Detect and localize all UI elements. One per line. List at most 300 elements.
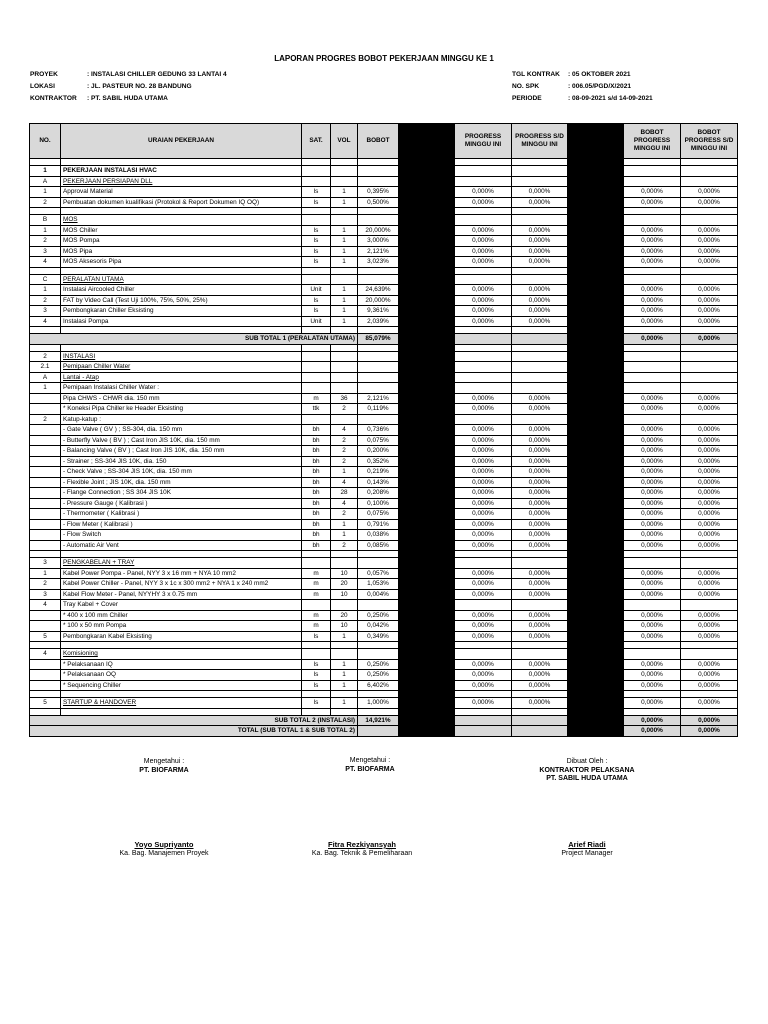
cell-uraian: - Flow Switch bbox=[61, 530, 302, 541]
cell-vol: 1 bbox=[331, 246, 358, 257]
table-row bbox=[30, 540, 738, 551]
cell-bobot-progress-minggu-ini: 0,000% bbox=[624, 509, 681, 520]
cell-bobot: 3,023% bbox=[358, 257, 399, 268]
table-row bbox=[30, 414, 738, 425]
cell-progress-minggu-ini: 0,000% bbox=[455, 257, 512, 268]
cell-progress-minggu-ini: 0,000% bbox=[455, 456, 512, 467]
redacted-cell bbox=[399, 372, 455, 383]
cell-progress-minggu-ini bbox=[455, 166, 512, 177]
cell-progress-sd-minggu-ini: 0,000% bbox=[512, 257, 568, 268]
cell-progress-minggu-ini bbox=[455, 334, 512, 345]
cell-vol: 36 bbox=[331, 393, 358, 404]
cell-no: 5 bbox=[30, 698, 61, 709]
cell-bobot-progress-sd-minggu-ini bbox=[681, 600, 738, 611]
table-row bbox=[30, 351, 738, 362]
header-sat: SAT. bbox=[302, 124, 331, 159]
cell-progress-minggu-ini: 0,000% bbox=[455, 246, 512, 257]
cell-sat: bh bbox=[302, 425, 331, 436]
redacted-cell bbox=[568, 477, 624, 488]
cell-progress-minggu-ini: 0,000% bbox=[455, 589, 512, 600]
cell-progress-sd-minggu-ini: 0,000% bbox=[512, 456, 568, 467]
cell-bobot-progress-minggu-ini: 0,000% bbox=[624, 306, 681, 317]
cell-bobot-progress-sd-minggu-ini: 0,000% bbox=[681, 579, 738, 590]
table-row bbox=[30, 698, 738, 709]
cell-no bbox=[30, 446, 61, 457]
cell-bobot bbox=[358, 600, 399, 611]
table-row bbox=[30, 166, 738, 177]
cell-no: 1 bbox=[30, 383, 61, 394]
cell-vol: 20 bbox=[331, 579, 358, 590]
cell-progress-sd-minggu-ini bbox=[512, 372, 568, 383]
cell-uraian: FAT by Video Call (Test Uji 100%, 75%, 50%, 25%) bbox=[61, 295, 302, 306]
redacted-cell bbox=[399, 208, 455, 215]
cell-progress-minggu-ini bbox=[455, 351, 512, 362]
cell-progress-sd-minggu-ini: 0,000% bbox=[512, 568, 568, 579]
redacted-cell bbox=[568, 246, 624, 257]
cell-vol: 1 bbox=[331, 316, 358, 327]
empty-cell bbox=[681, 208, 738, 215]
header-bobot: BOBOT bbox=[358, 124, 399, 159]
empty-cell bbox=[61, 327, 302, 334]
cell-bobot: 2,121% bbox=[358, 393, 399, 404]
cell-no: 4 bbox=[30, 600, 61, 611]
cell-progress-minggu-ini: 0,000% bbox=[455, 187, 512, 198]
redacted-cell bbox=[399, 600, 455, 611]
cell-progress-minggu-ini: 0,000% bbox=[455, 425, 512, 436]
header-bobot-progress-minggu-ini: BOBOT PROGRESS MINGGU INI bbox=[624, 124, 681, 159]
cell-bobot bbox=[358, 383, 399, 394]
cell-no: 1 bbox=[30, 285, 61, 296]
cell-bobot-progress-minggu-ini bbox=[624, 274, 681, 285]
spacer-row bbox=[30, 159, 738, 166]
cell-no bbox=[30, 477, 61, 488]
signer-name: Fitra Rezkiyansyah bbox=[328, 840, 396, 849]
table-row bbox=[30, 435, 738, 446]
redacted-cell bbox=[399, 691, 455, 698]
cell-bobot: 0,075% bbox=[358, 509, 399, 520]
redacted-cell bbox=[568, 383, 624, 394]
cell-vol bbox=[331, 166, 358, 177]
cell-bobot-progress-minggu-ini: 0,000% bbox=[624, 568, 681, 579]
cell-bobot-progress-minggu-ini bbox=[624, 558, 681, 569]
redacted-cell bbox=[568, 568, 624, 579]
cell-progress-sd-minggu-ini bbox=[512, 414, 568, 425]
cell-progress-minggu-ini bbox=[455, 558, 512, 569]
cell-progress-sd-minggu-ini: 0,000% bbox=[512, 610, 568, 621]
cell-sat bbox=[302, 176, 331, 187]
cell-bobot-progress-sd-minggu-ini: 0,000% bbox=[681, 404, 738, 415]
table-row bbox=[30, 372, 738, 383]
cell-progress-sd-minggu-ini: 0,000% bbox=[512, 446, 568, 457]
cell-no bbox=[30, 456, 61, 467]
empty-cell bbox=[30, 208, 61, 215]
cell-bobot: 0,791% bbox=[358, 519, 399, 530]
signature-name-block-3 bbox=[487, 841, 687, 858]
cell-sat: ls bbox=[302, 236, 331, 247]
empty-cell bbox=[512, 159, 568, 166]
redacted-cell bbox=[568, 435, 624, 446]
cell-bobot: 0,500% bbox=[358, 197, 399, 208]
cell-uraian: - Flange Connection ; SS 304 JIS 10K bbox=[61, 488, 302, 499]
empty-cell bbox=[302, 708, 331, 715]
report-title: LAPORAN PROGRES BOBOT PEKERJAAN MINGGU KE 1 bbox=[274, 54, 494, 63]
cell-bobot-progress-sd-minggu-ini: 0,000% bbox=[681, 610, 738, 621]
cell-no: 1 bbox=[30, 166, 61, 177]
cell-progress-minggu-ini bbox=[455, 274, 512, 285]
cell-bobot bbox=[358, 414, 399, 425]
empty-cell bbox=[358, 642, 399, 649]
empty-cell bbox=[302, 691, 331, 698]
redacted-cell bbox=[399, 306, 455, 317]
cell-bobot-progress-minggu-ini: 0,000% bbox=[624, 187, 681, 198]
cell-bobot-progress-minggu-ini: 0,000% bbox=[624, 456, 681, 467]
cell-uraian: MOS bbox=[61, 215, 302, 226]
cell-progress-sd-minggu-ini bbox=[512, 334, 568, 345]
cell-sat: bh bbox=[302, 509, 331, 520]
cell-vol: 10 bbox=[331, 568, 358, 579]
cell-progress-minggu-ini: 0,000% bbox=[455, 225, 512, 236]
table-row bbox=[30, 425, 738, 436]
cell-bobot-progress-sd-minggu-ini: 0,000% bbox=[681, 621, 738, 632]
redacted-cell bbox=[568, 726, 624, 737]
empty-cell bbox=[358, 267, 399, 274]
redacted-cell bbox=[399, 351, 455, 362]
cell-progress-minggu-ini bbox=[455, 649, 512, 660]
cell-progress-sd-minggu-ini bbox=[512, 176, 568, 187]
redacted-cell bbox=[568, 404, 624, 415]
redacted-cell bbox=[399, 715, 455, 726]
redacted-cell bbox=[399, 176, 455, 187]
cell-bobot-progress-minggu-ini: 0,000% bbox=[624, 225, 681, 236]
cell-vol bbox=[331, 558, 358, 569]
empty-cell bbox=[358, 551, 399, 558]
cell-uraian: - Butterfly Valve ( BV ) ; Cast Iron JIS 10K, dia. 150 mm bbox=[61, 435, 302, 446]
redacted-cell bbox=[568, 372, 624, 383]
cell-vol bbox=[331, 274, 358, 285]
cell-vol: 4 bbox=[331, 477, 358, 488]
redacted-cell bbox=[399, 579, 455, 590]
empty-cell bbox=[455, 208, 512, 215]
cell-vol: 1 bbox=[331, 257, 358, 268]
table-row bbox=[30, 579, 738, 590]
cell-no: 4 bbox=[30, 316, 61, 327]
redacted-cell bbox=[399, 159, 455, 166]
cell-vol: 20 bbox=[331, 610, 358, 621]
redacted-cell bbox=[568, 197, 624, 208]
cell-bobot: 1,000% bbox=[358, 698, 399, 709]
cell-bobot-progress-minggu-ini: 0,000% bbox=[624, 285, 681, 296]
cell-uraian: Kabel Flow Meter - Panel, NYYHY 3 x 0.75 mm bbox=[61, 589, 302, 600]
cell-no: 2 bbox=[30, 579, 61, 590]
redacted-cell bbox=[399, 257, 455, 268]
redacted-cell bbox=[568, 600, 624, 611]
cell-bobot bbox=[358, 726, 399, 737]
empty-cell bbox=[358, 208, 399, 215]
cell-bobot: 0,352% bbox=[358, 456, 399, 467]
cell-bobot-progress-minggu-ini: 0,000% bbox=[624, 488, 681, 499]
cell-uraian: MOS Pompa bbox=[61, 236, 302, 247]
cell-progress-minggu-ini: 0,000% bbox=[455, 519, 512, 530]
cell-sat: ttk bbox=[302, 404, 331, 415]
cell-no bbox=[30, 393, 61, 404]
cell-uraian: - Pressure Gauge ( Kalibrasi ) bbox=[61, 498, 302, 509]
cell-bobot: 0,085% bbox=[358, 540, 399, 551]
cell-sat: ls bbox=[302, 187, 331, 198]
cell-vol bbox=[331, 414, 358, 425]
table-row bbox=[30, 285, 738, 296]
cell-bobot-progress-minggu-ini: 0,000% bbox=[624, 621, 681, 632]
cell-bobot-progress-sd-minggu-ini: 0,000% bbox=[681, 187, 738, 198]
cell-bobot: 20,000% bbox=[358, 225, 399, 236]
redacted-cell bbox=[568, 456, 624, 467]
redacted-cell bbox=[568, 187, 624, 198]
empty-cell bbox=[30, 691, 61, 698]
cell-progress-sd-minggu-ini bbox=[512, 558, 568, 569]
redacted-cell bbox=[568, 295, 624, 306]
cell-sat: ls bbox=[302, 225, 331, 236]
cell-bobot-progress-sd-minggu-ini: 0,000% bbox=[681, 285, 738, 296]
table-row bbox=[30, 446, 738, 457]
empty-cell bbox=[61, 208, 302, 215]
cell-bobot bbox=[358, 558, 399, 569]
redacted-cell bbox=[568, 519, 624, 530]
cell-uraian: - Flow Meter ( Kalibrasi ) bbox=[61, 519, 302, 530]
cell-uraian: - Automatic Air Vent bbox=[61, 540, 302, 551]
cell-vol: 1 bbox=[331, 680, 358, 691]
cell-progress-sd-minggu-ini: 0,000% bbox=[512, 404, 568, 415]
cell-bobot: 6,402% bbox=[358, 680, 399, 691]
cell-uraian: - Strainer ; SS-304 JIS 10K, dia. 150 bbox=[61, 456, 302, 467]
signature-block-1: Mengetahui : PT. BIOFARMA bbox=[139, 758, 189, 774]
redacted-cell bbox=[568, 446, 624, 457]
redacted-cell bbox=[568, 257, 624, 268]
cell-bobot-progress-sd-minggu-ini: 0,000% bbox=[681, 488, 738, 499]
empty-cell bbox=[302, 327, 331, 334]
empty-cell bbox=[512, 551, 568, 558]
redacted-cell bbox=[399, 477, 455, 488]
cell-bobot: 14,921% bbox=[358, 715, 399, 726]
cell-progress-sd-minggu-ini: 0,000% bbox=[512, 435, 568, 446]
cell-sat: bh bbox=[302, 540, 331, 551]
redacted-cell bbox=[399, 225, 455, 236]
cell-progress-sd-minggu-ini: 0,000% bbox=[512, 225, 568, 236]
empty-cell bbox=[681, 691, 738, 698]
table-row bbox=[30, 246, 738, 257]
cell-bobot: 20,000% bbox=[358, 295, 399, 306]
cell-bobot-progress-sd-minggu-ini bbox=[681, 558, 738, 569]
empty-cell bbox=[681, 327, 738, 334]
signer-name: Yoyo Supriyanto bbox=[134, 840, 194, 849]
empty-cell bbox=[61, 159, 302, 166]
cell-no bbox=[30, 435, 61, 446]
table-row bbox=[30, 393, 738, 404]
cell-vol: 1 bbox=[331, 698, 358, 709]
redacted-cell bbox=[399, 509, 455, 520]
cell-vol: 2 bbox=[331, 446, 358, 457]
cell-bobot-progress-sd-minggu-ini bbox=[681, 166, 738, 177]
empty-cell bbox=[302, 551, 331, 558]
redacted-cell bbox=[399, 610, 455, 621]
cell-sat bbox=[302, 600, 331, 611]
cell-sat bbox=[302, 351, 331, 362]
cell-uraian: - Flexible Joint ; JIS 10K, dia. 150 mm bbox=[61, 477, 302, 488]
cell-bobot-progress-minggu-ini: 0,000% bbox=[624, 530, 681, 541]
cell-bobot-progress-sd-minggu-ini: 0,000% bbox=[681, 659, 738, 670]
empty-cell bbox=[512, 691, 568, 698]
cell-bobot: 1,053% bbox=[358, 579, 399, 590]
cell-progress-sd-minggu-ini bbox=[512, 649, 568, 660]
header-redacted-2 bbox=[568, 124, 624, 159]
cell-vol bbox=[331, 176, 358, 187]
cell-progress-minggu-ini bbox=[455, 176, 512, 187]
table-row bbox=[30, 257, 738, 268]
table-row bbox=[30, 519, 738, 530]
cell-no: 3 bbox=[30, 306, 61, 317]
cell-bobot-progress-minggu-ini: 0,000% bbox=[624, 446, 681, 457]
cell-bobot-progress-minggu-ini: 0,000% bbox=[624, 670, 681, 681]
redacted-cell bbox=[568, 306, 624, 317]
empty-cell bbox=[512, 267, 568, 274]
redacted-cell bbox=[568, 691, 624, 698]
redacted-cell bbox=[568, 362, 624, 373]
empty-cell bbox=[30, 267, 61, 274]
cell-bobot-progress-minggu-ini: 0,000% bbox=[624, 698, 681, 709]
redacted-cell bbox=[568, 334, 624, 345]
empty-cell bbox=[331, 551, 358, 558]
signer-name: Arief Riadi bbox=[568, 840, 606, 849]
cell-uraian: - Check Valve ; SS-304 JIS 10K, dia. 150 mm bbox=[61, 467, 302, 478]
redacted-cell bbox=[399, 621, 455, 632]
cell-progress-minggu-ini bbox=[455, 414, 512, 425]
redacted-cell bbox=[399, 197, 455, 208]
table-row bbox=[30, 680, 738, 691]
empty-cell bbox=[61, 267, 302, 274]
cell-bobot-progress-sd-minggu-ini: 0,000% bbox=[681, 236, 738, 247]
cell-sat: m bbox=[302, 568, 331, 579]
cell-sat: m bbox=[302, 579, 331, 590]
empty-cell bbox=[455, 267, 512, 274]
cell-vol bbox=[331, 372, 358, 383]
empty-cell bbox=[455, 708, 512, 715]
cell-bobot-progress-minggu-ini: 0,000% bbox=[624, 393, 681, 404]
table-row bbox=[30, 274, 738, 285]
cell-no: 2 bbox=[30, 236, 61, 247]
table-row bbox=[30, 225, 738, 236]
cell-progress-minggu-ini: 0,000% bbox=[455, 316, 512, 327]
cell-bobot-progress-sd-minggu-ini: 0,000% bbox=[681, 197, 738, 208]
cell-bobot-progress-minggu-ini: 0,000% bbox=[624, 631, 681, 642]
cell-progress-minggu-ini: 0,000% bbox=[455, 498, 512, 509]
cell-bobot-progress-minggu-ini: 0,000% bbox=[624, 477, 681, 488]
redacted-cell bbox=[399, 274, 455, 285]
cell-sat: bh bbox=[302, 519, 331, 530]
cell-bobot bbox=[358, 649, 399, 660]
cell-bobot-progress-sd-minggu-ini: 0,000% bbox=[681, 530, 738, 541]
cell-progress-minggu-ini: 0,000% bbox=[455, 477, 512, 488]
cell-bobot-progress-minggu-ini: 0,000% bbox=[624, 579, 681, 590]
empty-cell bbox=[30, 642, 61, 649]
cell-bobot-progress-minggu-ini bbox=[624, 351, 681, 362]
total-label: SUB TOTAL 2 (INSTALASI) bbox=[30, 715, 358, 726]
redacted-cell bbox=[568, 344, 624, 351]
redacted-cell bbox=[399, 631, 455, 642]
info-row-no-spk: NO. SPK : 006.05/PGD/X/2021 bbox=[512, 83, 632, 90]
cell-vol: 1 bbox=[331, 530, 358, 541]
cell-no bbox=[30, 530, 61, 541]
table-row bbox=[30, 404, 738, 415]
cell-no bbox=[30, 509, 61, 520]
cell-bobot-progress-minggu-ini bbox=[624, 414, 681, 425]
redacted-cell bbox=[399, 558, 455, 569]
redacted-cell bbox=[568, 215, 624, 226]
empty-cell bbox=[681, 159, 738, 166]
empty-cell bbox=[455, 551, 512, 558]
table-header-row bbox=[30, 124, 738, 159]
cell-bobot-progress-sd-minggu-ini: 0,000% bbox=[681, 446, 738, 457]
info-row-proyek: PROYEK : INSTALASI CHILLER GEDUNG 33 LANTAI 4 bbox=[30, 71, 227, 78]
cell-sat: m bbox=[302, 393, 331, 404]
empty-cell bbox=[624, 691, 681, 698]
cell-bobot: 0,119% bbox=[358, 404, 399, 415]
header-progress-sd-minggu-ini: PROGRESS S/D MINGGU INI bbox=[512, 124, 568, 159]
cell-no bbox=[30, 488, 61, 499]
cell-progress-sd-minggu-ini: 0,000% bbox=[512, 659, 568, 670]
cell-no bbox=[30, 610, 61, 621]
cell-progress-sd-minggu-ini: 0,000% bbox=[512, 621, 568, 632]
table-row bbox=[30, 236, 738, 247]
cell-bobot: 0,208% bbox=[358, 488, 399, 499]
empty-cell bbox=[331, 267, 358, 274]
redacted-cell bbox=[568, 159, 624, 166]
cell-progress-minggu-ini: 0,000% bbox=[455, 446, 512, 457]
cell-progress-minggu-ini: 0,000% bbox=[455, 610, 512, 621]
empty-cell bbox=[331, 708, 358, 715]
cell-no: 5 bbox=[30, 631, 61, 642]
empty-cell bbox=[331, 642, 358, 649]
cell-bobot-progress-minggu-ini: 0,000% bbox=[624, 467, 681, 478]
cell-progress-sd-minggu-ini: 0,000% bbox=[512, 187, 568, 198]
cell-progress-minggu-ini: 0,000% bbox=[455, 621, 512, 632]
redacted-cell bbox=[399, 708, 455, 715]
cell-no bbox=[30, 670, 61, 681]
cell-progress-minggu-ini: 0,000% bbox=[455, 540, 512, 551]
cell-uraian: MOS Aksesoris Pipa bbox=[61, 257, 302, 268]
cell-bobot-progress-sd-minggu-ini bbox=[681, 215, 738, 226]
cell-uraian: Kabel Power Pompa - Panel, NYY 3 x 16 mm + NYA 10 mm2 bbox=[61, 568, 302, 579]
cell-vol: 1 bbox=[331, 225, 358, 236]
cell-bobot-progress-sd-minggu-ini: 0,000% bbox=[681, 498, 738, 509]
cell-uraian: PENGKABELAN + TRAY bbox=[61, 558, 302, 569]
cell-bobot-progress-sd-minggu-ini: 0,000% bbox=[681, 257, 738, 268]
cell-bobot-progress-minggu-ini bbox=[624, 372, 681, 383]
cell-uraian: Pembongkaran Kabel Eksisting bbox=[61, 631, 302, 642]
cell-sat bbox=[302, 414, 331, 425]
signer-position: Ka. Bag. Manajemen Proyek bbox=[119, 849, 209, 857]
total-label: TOTAL (SUB TOTAL 1 & SUB TOTAL 2) bbox=[30, 726, 358, 737]
cell-bobot: 24,639% bbox=[358, 285, 399, 296]
cell-no: 2 bbox=[30, 414, 61, 425]
cell-bobot-progress-sd-minggu-ini: 0,000% bbox=[681, 631, 738, 642]
redacted-cell bbox=[399, 568, 455, 579]
table-row bbox=[30, 659, 738, 670]
redacted-cell bbox=[399, 659, 455, 670]
cell-sat: ls bbox=[302, 670, 331, 681]
cell-progress-sd-minggu-ini: 0,000% bbox=[512, 540, 568, 551]
cell-bobot: 0,250% bbox=[358, 610, 399, 621]
cell-sat: m bbox=[302, 589, 331, 600]
cell-no: 2 bbox=[30, 295, 61, 306]
spacer-row bbox=[30, 691, 738, 698]
